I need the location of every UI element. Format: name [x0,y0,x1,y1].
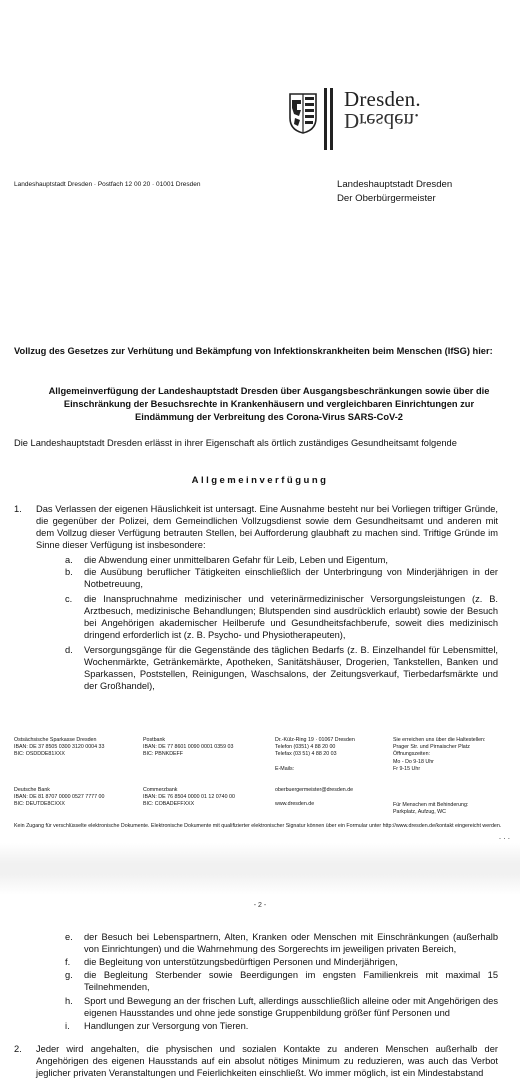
footer-line: Postbank [143,737,166,743]
footer-line: IBAN: DE 76 8504 0000 01 12 0740 00 [143,794,235,801]
page-separator [0,843,520,895]
footer-transport [393,737,513,773]
dresden-crest-icon [288,92,318,134]
footer-line: Fr 9-15 Uhr [393,765,421,772]
footer-line: BIC: PBNKDEFF [143,751,184,758]
footer-line: BIC: OSDDDE81XXX [14,751,65,758]
footer-line: BIC: DEUTDE8CXXX [14,801,65,808]
logo-wordmark: Dresden. [344,87,421,111]
section-number: 1. [14,504,22,514]
footer-line: IBAN: DE 37 8505 0300 3120 0004 33 [14,744,105,751]
footer-line: Sie erreichen uns über die Haltestellen: [393,737,486,743]
item-letter: a. [65,555,73,565]
footer-contact [275,737,383,773]
section1-text: Das Verlassen der eigenen Häuslichkeit ist untersagt. Eine Ausnahme besteht nur bei Vorliegen triftiger Gründe, die gegenüber der Polizei, dem Gemeindlichen Vollzugsdienst sowie dem Gesundheitsamt und anderen mit dem Vollzug dieser Verfügung betrauten Stellen, bei Aufforderung glaubhaft zu machen sind. Triftige Gründe im Sinne dieser Verfügung ist insbesondere: [36,504,498,550]
footer-line: Commerzbank [143,787,178,793]
footer-line: Parkplatz, Aufzug, WC [393,809,446,816]
footer-web [275,787,383,809]
footer-line: Öffnungszeiten: [393,751,431,758]
footer-line: Telefax (03 51) 4 88 20 03 [275,751,337,758]
decree-title: Allgemeinverfügung [191,475,329,486]
subject-line: Vollzug des Gesetzes zur Verhütung und Bekämpfung von Infektionskrankheiten beim Menschen (IfSG) hier: [14,346,493,356]
footer-line: E-Mails: [275,765,295,772]
footer-line: Deutsche Bank [14,787,50,793]
item-letter: b. [65,567,73,577]
item-letter: c. [65,594,73,604]
footer-line: IBAN: DE 81 8707 0000 0527 7777 00 [14,794,105,801]
footer-accessibility [393,795,513,817]
list-item: die Abwendung einer unmittelbaren Gefahr für Leib, Leben und Eigentum, [84,555,388,565]
logo-bars [324,88,338,150]
item-letter: e. [65,932,73,942]
continuation-marker: . . . [498,832,510,841]
list-item: die Ausübung beruflicher Tätigkeiten einschließlich der Unterbringung von Minderjährigen in der Notbetreuung, [84,567,498,589]
footer-bank-3 [143,737,267,759]
footer-line: Prager Str. und Pirnaischer Platz [393,744,470,751]
section-number: 2. [14,1044,22,1054]
footer-line: Mo - Do 9-18 Uhr [393,758,434,765]
item-letter: g. [65,970,73,980]
list-item: der Besuch bei Lebenspartnern, Alten, Kranken oder Menschen mit Einschränkungen (außerhalb von Einrichtungen) und die Wahrnehmung des Sorgerechts im jeweiligen privaten Bereich, [84,932,498,954]
list-item: die Begleitung von unterstützungsbedürftigen Personen und Minderjährigen, [84,957,398,967]
page-number: - 2 - [253,902,267,909]
footer-web-link[interactable]: www.dresden.de [275,801,315,808]
item-letter: i. [65,1021,70,1031]
footer-line: IBAN: DE 77 8601 0090 0001 0359 03 [143,744,234,751]
item-letter: h. [65,996,73,1006]
footer-bank-2 [14,787,139,809]
list-item: Versorgungsgänge für die Gegenstände des täglichen Bedarfs (z. B. Einzelhandel für Lebensmittel, Wochenmärkte, Getränkemärkte, Apotheken, Sanitätshäuser, Drogerien, Tankstellen, Banken und Sparkassen, Poststellen, Reinigungen, Waschsalons, der Zeitungsverkauf, Tierbedarfsmärkte und der Großhandel), [84,645,498,691]
list-item: Sport und Bewegung an der frischen Luft, allerdings ausschließlich alleine oder mit Angehörigen des eigenen Hausstandes und ohne jede sonstige Gruppenbildung größer fünf Personen und [84,996,498,1018]
list-item: die Inanspruchnahme medizinischer und veterinärmedizinischer Versorgungsleistungen (z. B. Arztbesuch, medizinische Behandlungen; Blutspenden sind ausdrücklich erlaubt) sowie der Besuch bei Angehörigen akademischer Heilberufe und Gesundheitsfachberufe, soweit dies medizinisch dringend erforderlich ist (z. B. Psycho- und Physiotherapeuten), [84,594,498,640]
footer-email-link[interactable]: oberbuergermeister@dresden.de [275,787,354,793]
footer-bank-4 [143,787,267,809]
footer-line [275,794,383,801]
list-item: Handlungen zur Versorgung von Tieren. [84,1021,249,1031]
authority-line1: Landeshauptstadt Dresden [337,179,453,190]
footer-line: Ostsächsische Sparkasse Dresden [14,737,97,743]
footer-bank-1 [14,737,139,759]
footer-note: Kein Zugang für verschlüsselte elektronische Dokumente. Elektronische Dokumente mit qualifizierter elektronischer Signatur können über ein Formular unter http://www.dresden.de/kontakt eingereicht werden. [14,823,502,829]
list-item: die Begleitung Sterbender sowie Beerdigungen im engsten Familienkreis mit maximal 15 Teilnehmenden, [84,970,498,992]
decree-heading: Allgemeinverfügung der Landeshauptstadt Dresden über Ausgangsbeschränkungen sowie über die Einschränkung der Besuchsrechte in Krankenhäusern und vergleichbaren Einrichtungen zur Eindämmung der Verbreitung des Corona-Virus SARS-CoV-2 [48,386,490,422]
authority-line2: Der Oberbürgermeister [337,193,436,204]
authority-block [337,178,452,206]
intro-paragraph: Die Landeshauptstadt Dresden erlässt in ihrer Eigenschaft als örtlich zuständiges Gesundheitsamt folgende [14,438,457,448]
sender-address-line: Landeshauptstadt Dresden · Postfach 12 00 20 · 01001 Dresden [14,181,201,188]
item-letter: f. [65,957,71,967]
logo-wordmark-mirror: Dresden. [344,109,420,133]
section2-text: Jeder wird angehalten, die physischen und sozialen Kontakte zu anderen Menschen außerhalb der Angehörigen des eigenen Hausstands auf ein absolut nötiges Minimum zu reduzieren, was auch das Verbot jeglicher privaten Veranstaltungen und Feierlichkeiten einschließt. Wo immer möglich, ist ein Mindestabstand [36,1044,498,1078]
footer-line [393,795,513,802]
footer-line: Dr.-Külz-Ring 19 · 01067 Dresden [275,737,355,743]
footer-line [275,759,383,766]
footer-line: Für Menschen mit Behinderung: [393,802,469,809]
item-letter: d. [65,645,73,655]
footer-line: BIC: COBADEFFXXX [143,801,195,808]
footer-line: Telefon (0351) 4 88 20 00 [275,744,336,751]
